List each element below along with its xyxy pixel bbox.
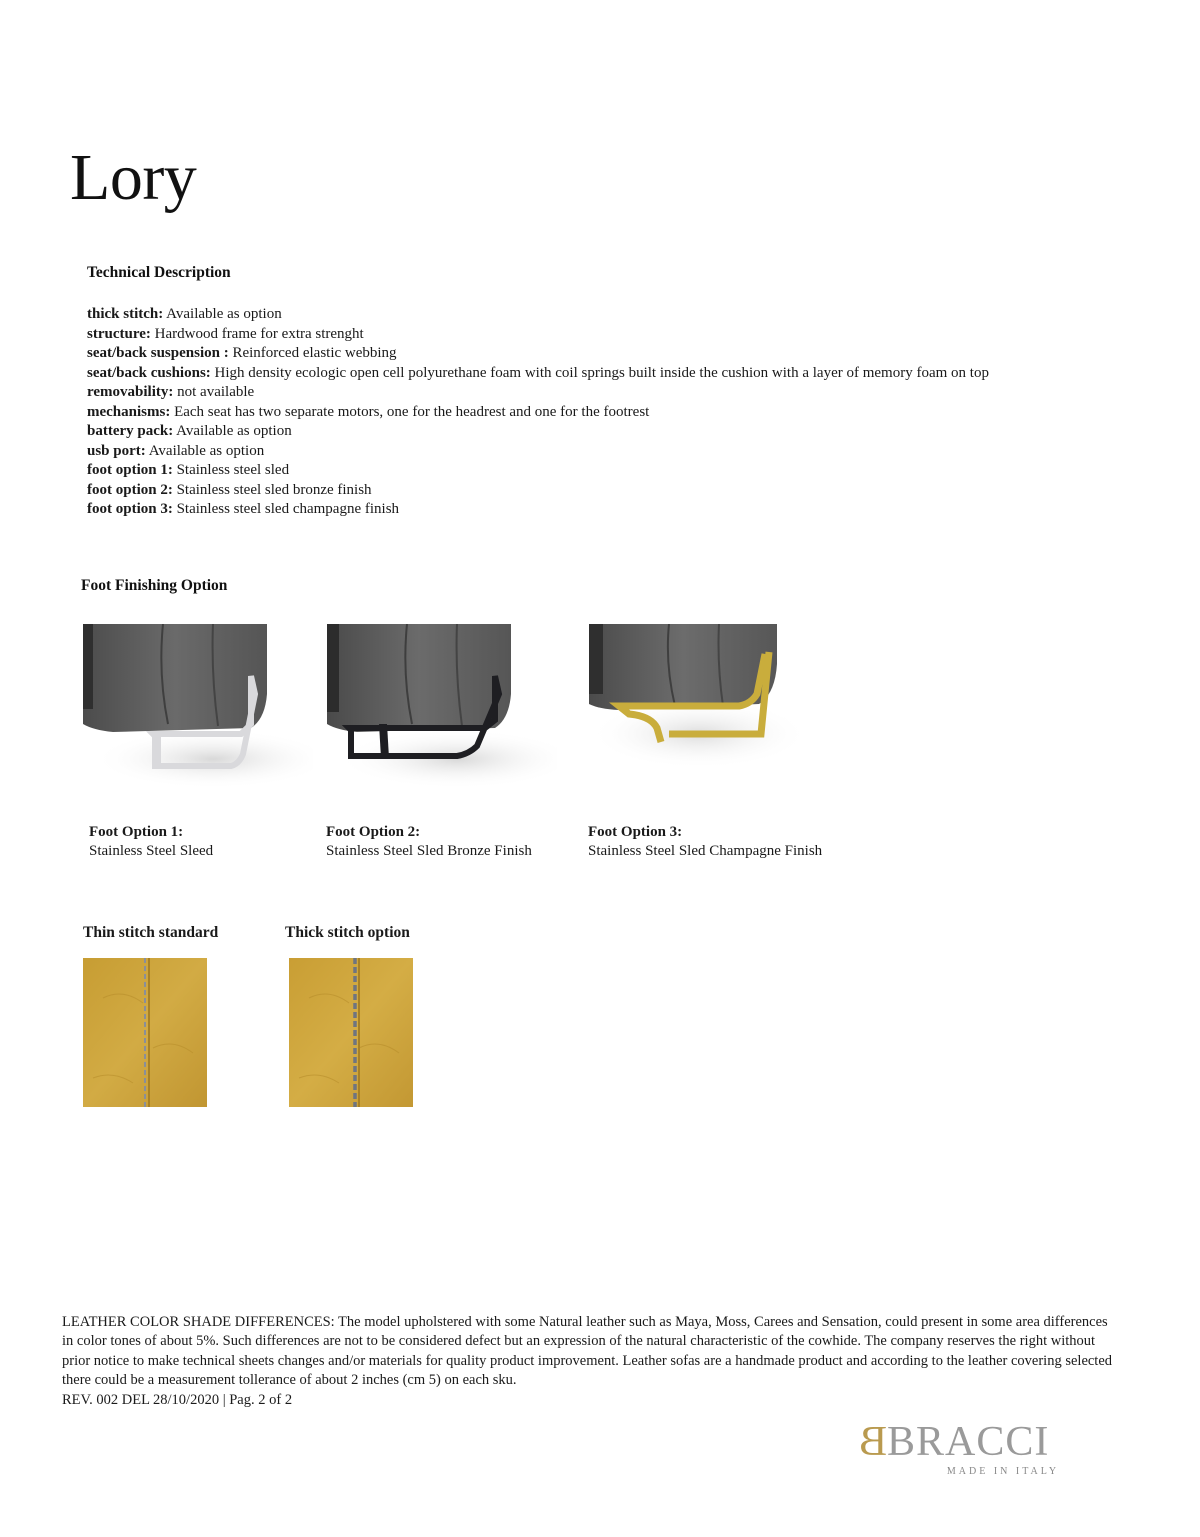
- thick-stitch-swatch: [289, 958, 413, 1107]
- spec-row: [87, 325, 989, 345]
- spec-label: structure:: [87, 325, 151, 342]
- technical-description-heading: Technical Description: [87, 264, 231, 281]
- spec-value: Reinforced elastic webbing: [228, 345, 397, 361]
- spec-row: [87, 403, 989, 423]
- spec-row: [87, 442, 989, 462]
- logo-tagline: MADE IN ITALY: [946, 1466, 1060, 1477]
- spec-value: Available as option: [145, 442, 265, 459]
- spec-row: [87, 364, 989, 384]
- spec-value: Available as option: [173, 423, 292, 439]
- foot-option-1-image: [83, 624, 313, 794]
- spec-row: [87, 422, 989, 442]
- spec-label: seat/back suspension :: [87, 345, 229, 361]
- foot-option-2-image: [327, 624, 557, 794]
- spec-label: mechanisms:: [87, 403, 171, 420]
- thin-stitch-label: Thin stitch standard: [83, 924, 219, 941]
- logo-word: BRACCI: [887, 1419, 1050, 1465]
- spec-value: Stainless steel sled: [172, 462, 290, 478]
- spec-label: thick stitch:: [87, 306, 164, 322]
- spec-value: Available as option: [163, 306, 282, 322]
- revision-info: REV. 002 DEL 28/10/2020 | Pag. 2 of 2: [62, 1391, 293, 1408]
- spec-row: [87, 481, 989, 501]
- spec-label: foot option 2:: [87, 481, 173, 498]
- spec-value: not available: [173, 384, 255, 400]
- disclaimer-text: LEATHER COLOR SHADE DIFFERENCES: The model upholstered with some Natural leather such as Maya, Moss, Carees and Sensation, could present in some area differences in color tones of about 5%. Such differences are not to be considered defect but an expression of the natural characteristic of the cowhide. The company reserves the right without prior notice to make technical sheets changes and/or materials for quality product improvement. Leather sofas are a handmade product and according to the leather covering selected there could be a measurement tollerance of about 2 inches (cm 5) on each sku.: [62, 1314, 1113, 1389]
- spec-value: Stainless steel sled champagne finish: [172, 501, 400, 517]
- foot-option-title: Foot Option 2:: [326, 824, 421, 840]
- foot-option-title: Foot Option 1:: [89, 824, 184, 840]
- spec-row: [87, 344, 989, 364]
- spec-row: [87, 383, 989, 403]
- logo-wordmark: [858, 1420, 1108, 1464]
- bracci-logo: [858, 1420, 1108, 1477]
- spec-row: [87, 461, 989, 481]
- spec-value: High density ecologic open cell polyurethane foam with coil springs built inside the cushion with a layer of memory foam on top: [210, 364, 989, 381]
- spec-label: usb port:: [87, 442, 146, 459]
- spec-value: Each seat has two separate motors, one for the headrest and one for the footrest: [170, 403, 650, 420]
- spec-label: foot option 1:: [87, 462, 173, 478]
- spec-label: removability:: [87, 384, 174, 400]
- spec-value: Stainless steel sled bronze finish: [172, 481, 372, 498]
- spec-label: battery pack:: [87, 423, 174, 439]
- product-title: Lory: [70, 141, 197, 214]
- spec-row: [87, 500, 989, 520]
- foot-option-desc: Stainless Steel Sled Champagne Finish: [588, 843, 823, 859]
- foot-option-desc: Stainless Steel Sleed: [89, 843, 214, 859]
- foot-option-3-image: [589, 624, 799, 769]
- disclaimer: [62, 1313, 1122, 1410]
- logo-mark: B: [858, 1419, 888, 1465]
- spec-label: foot option 3:: [87, 501, 173, 517]
- thick-stitch-label: Thick stitch option: [285, 924, 410, 941]
- foot-option-3-caption: [588, 823, 822, 861]
- spec-row: [87, 305, 989, 325]
- foot-option-1-caption: [89, 823, 213, 861]
- foot-option-desc: Stainless Steel Sled Bronze Finish: [326, 843, 532, 859]
- spec-value: Hardwood frame for extra strenght: [150, 325, 364, 342]
- spec-list: [87, 305, 989, 520]
- thin-stitch-swatch: [83, 958, 207, 1107]
- foot-finishing-heading: Foot Finishing Option: [81, 577, 228, 594]
- foot-option-2-caption: [326, 823, 532, 861]
- foot-option-title: Foot Option 3:: [588, 824, 683, 840]
- spec-label: seat/back cushions:: [87, 364, 211, 381]
